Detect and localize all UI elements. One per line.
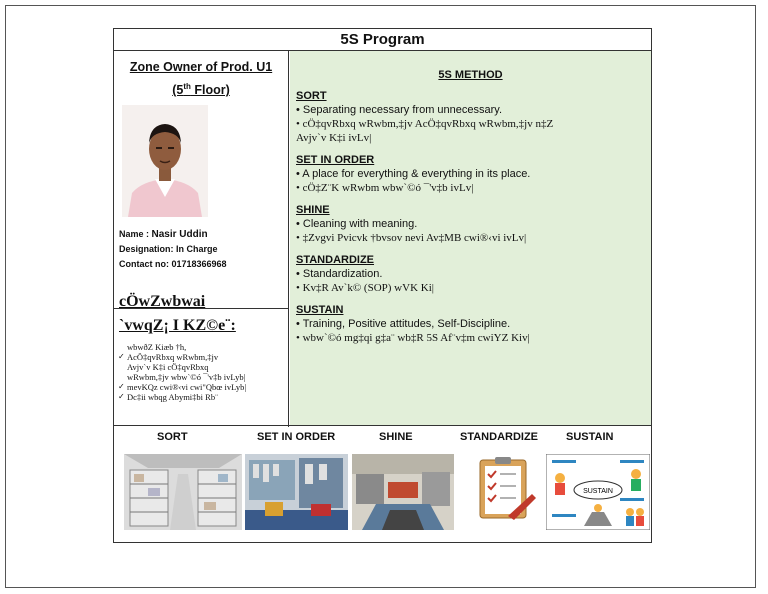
step-label-sort: SORT (157, 431, 188, 443)
shine-image (352, 454, 454, 530)
method-section-line: • Training, Positive attitudes, Self-Discipline. (296, 318, 511, 330)
owner-panel (114, 51, 289, 309)
responsibility-title: cÖwZwbwai `vwqZ¡ I KZ©e¨: (119, 293, 236, 334)
method-section-line: • Standardization. (296, 268, 383, 280)
method-section-line: Avjv`v K‡i ivLv| (296, 132, 372, 144)
standardize-image (458, 454, 546, 530)
method-section-line: • ‡Zvgvi Pvicvk †bvsov nevi Av‡MB cwi®‹vi ivLv| (296, 232, 527, 244)
responsibility-item: wbwðZ Kiæb †h, (127, 342, 187, 352)
method-sections (296, 90, 645, 345)
sustain-center-label: SUSTAIN (583, 488, 613, 495)
method-section-heading: SUSTAIN (296, 304, 344, 316)
owner-photo (122, 105, 208, 217)
poster-title: 5S Program (114, 29, 651, 51)
shelving-photo-icon (124, 454, 242, 530)
sustain-image (546, 454, 650, 530)
owner-title (114, 57, 288, 100)
responsibility-item: ✓ Dc‡ii wbqg Abymi‡bi Rb¨ (118, 392, 288, 402)
responsibility-panel (114, 287, 289, 427)
method-title: 5S METHOD (438, 69, 503, 81)
method-section-heading: SHINE (296, 204, 330, 216)
responsibility-item: ✓ AcÖ‡qvRbxq wRwbm,‡jv (118, 352, 288, 362)
person-photo-icon (122, 105, 208, 217)
owner-info (119, 227, 227, 272)
responsibility-list (118, 342, 288, 402)
steps-strip (114, 425, 651, 542)
responsibility-item: Avjv`v K‡i cÖ‡qvRbxq (127, 362, 209, 372)
method-section-line: • wbw`©ó mg‡qi g‡a¨ wb‡R 5S Af¨v‡m cwiYZ Kiv| (296, 332, 530, 344)
responsibility-item: wRwbm,‡jv wbw`©ó ¯'v‡b ivLyb| (127, 372, 246, 382)
method-section-line: • Cleaning with meaning. (296, 218, 418, 230)
step-label-standardize: STANDARDIZE (460, 431, 539, 443)
method-section-heading: STANDARDIZE (296, 254, 375, 266)
step-label-shine: SHINE (379, 431, 413, 443)
set-in-order-image (245, 454, 348, 530)
owner-title-line1: Zone Owner of Prod. U1 (129, 60, 273, 74)
workshop-photo-icon (352, 454, 454, 530)
method-section-line: • A place for everything & everything in its place. (296, 168, 531, 180)
sort-image (124, 454, 242, 530)
responsibility-item: ✓ mevKQz cwi®‹vi cwi"Qbœ ivLyb| (118, 382, 288, 392)
owner-title-line2: (5th Floor) (172, 82, 230, 98)
step-label-set-in-order: SET IN ORDER (257, 431, 336, 443)
method-section-line: • cÖ‡qvRbxq wRwbm,‡jv AcÖ‡qvRbxq wRwbm,‡jv n‡Z (296, 118, 554, 130)
method-section-heading: SORT (296, 90, 327, 102)
tool-board-photo-icon (245, 454, 348, 530)
sustain-diagram-icon (546, 454, 650, 530)
method-section-line: • Kv‡R Av`k© (SOP) wVK Ki| (296, 282, 434, 294)
method-section-line: • Separating necessary from unnecessary. (296, 104, 503, 116)
step-label-sustain: SUSTAIN (566, 431, 614, 443)
method-section-line: • cÖ‡Z¨K wRwbm wbw`©ó ¯'v‡b ivLv| (296, 182, 474, 194)
method-section-heading: SET IN ORDER (296, 154, 375, 166)
owner-name: Name : Nasir Uddin (119, 229, 208, 240)
poster (113, 28, 652, 543)
owner-designation: Designation: In Charge (119, 244, 218, 254)
method-panel (290, 51, 651, 425)
owner-contact: Contact no: 01718366968 (119, 259, 227, 269)
checklist-clipboard-icon (458, 454, 546, 530)
